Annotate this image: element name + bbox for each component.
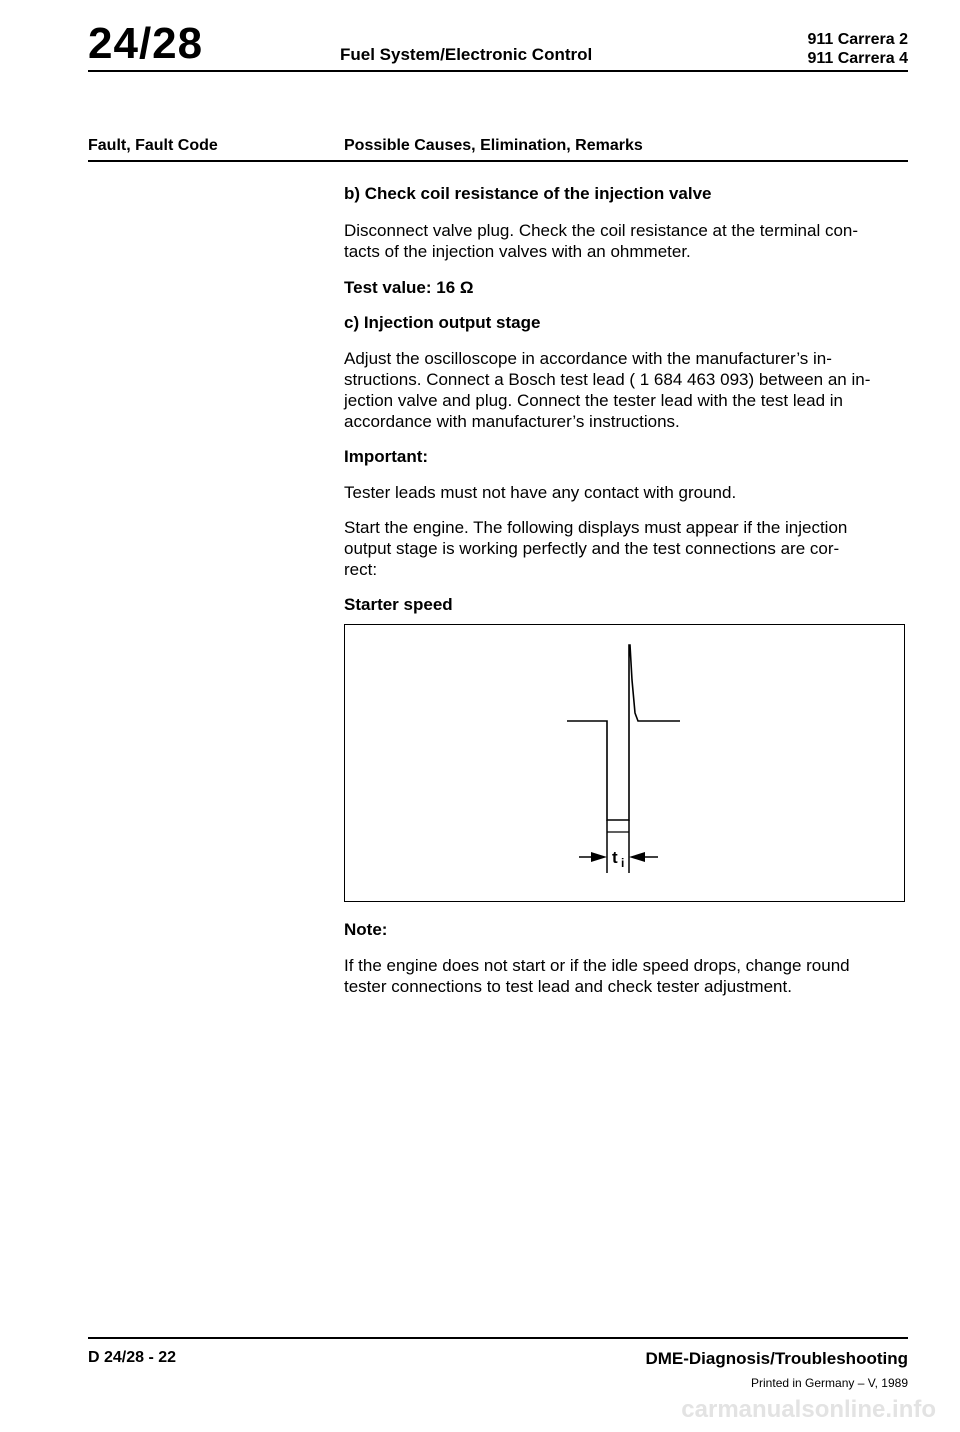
- note-text-line-2: tester connections to test lead and check tester adjustment.: [344, 977, 792, 996]
- section-title: Fuel System/Electronic Control: [340, 45, 593, 64]
- ti-label: t: [612, 848, 618, 867]
- column-head-causes: Possible Causes, Elimination, Remarks: [344, 137, 643, 154]
- footer-printed: Printed in Germany – V, 1989: [751, 1376, 908, 1390]
- column-head-fault: Fault, Fault Code: [88, 137, 218, 154]
- oscilloscope-diagram: [344, 624, 905, 902]
- footer-title: DME-Diagnosis/Troubleshooting: [645, 1349, 908, 1368]
- output-stage-text-line-2: structions. Connect a Bosch test lead ( 1 684 463 093) between an in-: [344, 370, 871, 389]
- test-value: Test value: 16 Ω: [344, 278, 474, 297]
- model-name-1: 911 Carrera 2: [807, 31, 908, 48]
- note-label: Note:: [344, 920, 388, 939]
- output-stage-text-line-3: jection valve and plug. Connect the tester lead with the test lead in: [344, 391, 843, 410]
- section-code: 24/28: [88, 19, 204, 68]
- starter-speed-label: Starter speed: [344, 595, 453, 614]
- output-stage-text-line-1: Adjust the oscilloscope in accordance with the manufacturer’s in-: [344, 349, 832, 368]
- header-rule: [88, 70, 908, 72]
- check-coil-text-line-2: tacts of the injection valves with an ohmmeter.: [344, 242, 691, 261]
- important-label: Important:: [344, 447, 429, 466]
- ti-right-arrowhead: [629, 852, 645, 862]
- ti-left-arrowhead: [591, 852, 607, 862]
- important-text: Tester leads must not have any contact with ground.: [344, 483, 737, 502]
- note-text-line-1: If the engine does not start or if the idle speed drops, change round: [344, 956, 850, 975]
- footer-page-ref: D 24/28 - 22: [88, 1349, 177, 1366]
- oscilloscope-trace: [345, 625, 903, 900]
- start-engine-text-line-3: rect:: [344, 560, 378, 579]
- output-stage-heading: c) Injection output stage: [344, 313, 541, 332]
- output-stage-text-line-4: accordance with manufacturer’s instructions.: [344, 412, 680, 431]
- watermark: carmanualsonline.info: [681, 1396, 936, 1423]
- model-name-2: 911 Carrera 4: [807, 50, 908, 67]
- footer-rule: [88, 1337, 908, 1339]
- start-engine-text-line-2: output stage is working perfectly and the test connections are cor-: [344, 539, 840, 558]
- ti-subscript: i: [621, 856, 625, 870]
- column-head-rule: [88, 160, 908, 162]
- check-coil-text-line-1: Disconnect valve plug. Check the coil resistance at the terminal con-: [344, 221, 859, 240]
- start-engine-text-line-1: Start the engine. The following displays must appear if the injection: [344, 518, 848, 537]
- check-coil-heading: b) Check coil resistance of the injection valve: [344, 184, 712, 203]
- injection-pulse-waveform: [567, 645, 680, 820]
